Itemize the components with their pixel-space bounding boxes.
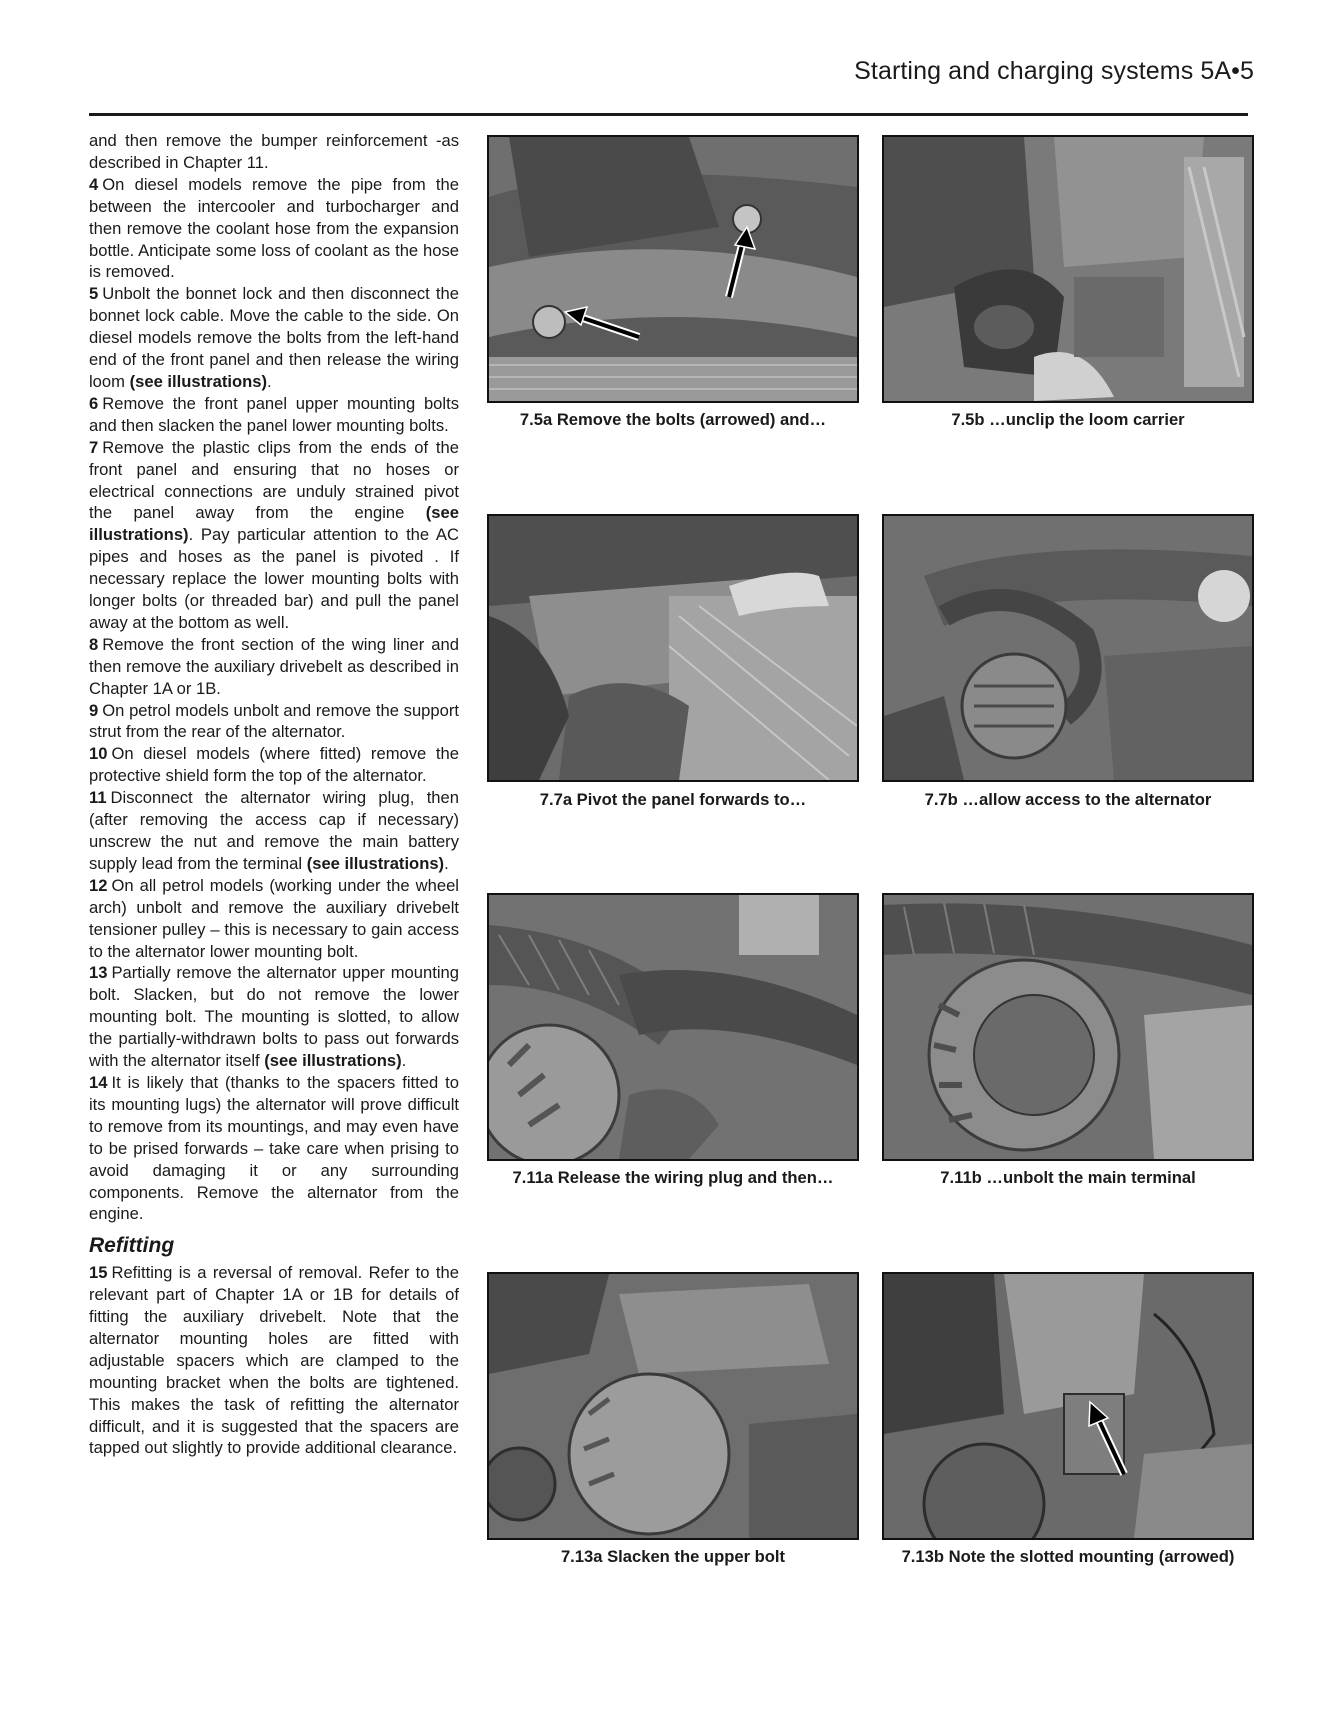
- illustration-reference: (see illustrations): [264, 1051, 402, 1071]
- illustration-reference: (see illustrations): [89, 503, 459, 545]
- step-number: 13: [89, 963, 108, 983]
- figure-caption-7-7b: 7.7b …allow access to the alternator: [924, 790, 1212, 809]
- step-text: Remove the front section of the wing liner and then remove the auxiliary drivebelt as described in Chapter 1A or 1B.: [89, 634, 459, 698]
- figure-caption-7-5b: 7.5b …unclip the loom carrier: [951, 410, 1185, 429]
- step-number: 14: [89, 1072, 108, 1092]
- paragraph-intro: and then remove the bumper reinforcement -as described in Chapter 11.: [89, 131, 459, 172]
- paragraph-14: [89, 1072, 459, 1225]
- step-text: Refitting is a reversal of removal. Refer to the relevant part of Chapter 1A or 1B for details of fitting the auxiliary drivebelt. Note that the alternator mounting holes are fitted with adjustable spacers which are clamped to the mounting bracket when the bolts are tightened. This makes the task of refitting the alternator difficult, and it is suggested that the spacers are tapped out slightly to provide additional clearance.: [89, 1263, 459, 1458]
- paragraph-5: 5 Unbolt the bonnet lock and then disconnect the bonnet lock cable. Move the cable to the side. On diesel models remove the bolts from the left-hand end of the front panel and then release the wiring loom (see illustrations).: [89, 284, 459, 391]
- step-text: . Pay particular attention to the AC pipes and hoses as the panel is pivoted . If necessary replace the lower mounting bolts with longer bolts (or threaded bar) and pull the panel away at the bottom as well.: [89, 525, 459, 632]
- header-rule: [89, 113, 1248, 116]
- photo-7-7b: [882, 514, 1254, 782]
- step-text: On diesel models remove the pipe from the between the intercooler and turbocharger and then remove the coolant hose from the expansion bottle. Anticipate some loss of coolant as the hose is removed.: [89, 174, 459, 282]
- paragraph-11: 11 Disconnect the alternator wiring plug, then (after removing the access cap if necessary) unscrew the nut and remove the main battery supply lead from the terminal (see illustrations).: [89, 788, 459, 873]
- photo-7-11b: [882, 893, 1254, 1161]
- step-number: 8: [89, 634, 99, 654]
- paragraph-4: [89, 174, 459, 284]
- photo-7-11a: [487, 893, 859, 1161]
- figure-caption-7-13b: 7.13b Note the slotted mounting (arrowed): [901, 1547, 1235, 1566]
- step-text: Unbolt the bonnet lock and then disconnect the bonnet lock cable. Move the cable to the side. On diesel models remove the bolts from the left-hand end of the front panel and then release the wiring loom: [89, 284, 459, 391]
- paragraph-13: 13 Partially remove the alternator upper mounting bolt. Slacken, but do not remove the lower mounting bolt. The mounting is slotted, to allow the partially-withdrawn bolts to pass out forwards with the alternator itself (see illustrations).: [89, 963, 459, 1071]
- figure-caption-7-7a: 7.7a Pivot the panel forwards to…: [539, 790, 807, 809]
- step-text: Partially remove the alternator upper mounting bolt. Slacken, but do not remove the lower mounting bolt. The mounting is slotted, to allow the partially-withdrawn bolts to pass out forwards with the alternator itself: [89, 963, 459, 1071]
- figure-caption-7-13a: 7.13a Slacken the upper bolt: [560, 1547, 786, 1566]
- photo-7-13a: [487, 1272, 859, 1540]
- figure-caption-7-11a: 7.11a Release the wiring plug and then…: [512, 1168, 834, 1187]
- body-text-column: [89, 130, 459, 1459]
- step-number: 12: [89, 875, 108, 895]
- figure-caption-7-11b: 7.11b …unbolt the main terminal: [940, 1168, 1196, 1187]
- step-text: On diesel models (where fitted) remove the protective shield form the top of the alternator.: [89, 744, 459, 786]
- paragraph-9: [89, 700, 459, 744]
- photo-7-5a: [487, 135, 859, 403]
- step-text: It is likely that (thanks to the spacers fitted to its mounting lugs) the alternator will prove difficult to remove from its mountings, and may even have to be prised forwards – take care when prising to avoid damaging it or any surrounding components. Remove the alternator from the engine.: [89, 1072, 459, 1224]
- step-number: 4: [89, 174, 99, 194]
- paragraph-6: [89, 393, 459, 437]
- step-number: 9: [89, 700, 99, 720]
- section-heading-refitting: Refitting: [89, 1234, 175, 1258]
- step-text: On all petrol models (working under the wheel arch) unbolt and remove the auxiliary drivebelt tensioner pulley – this is necessary to gain access to the alternator lower mounting bolt.: [89, 875, 459, 961]
- paragraph-8: [89, 634, 459, 700]
- step-number: 7: [89, 437, 99, 457]
- photo-7-7a: [487, 514, 859, 782]
- paragraph-10: [89, 743, 459, 787]
- figure-caption-7-5a: 7.5a Remove the bolts (arrowed) and…: [519, 410, 827, 429]
- photo-7-5b: [882, 135, 1254, 403]
- paragraph-15: [89, 1262, 459, 1459]
- photo-7-13b: [882, 1272, 1254, 1540]
- illustration-reference: (see illustrations): [129, 371, 267, 391]
- step-text: Disconnect the alternator wiring plug, then (after removing the access cap if necessary) unscrew the nut and remove the main battery supply lead from the terminal: [89, 788, 459, 873]
- step-number: 10: [89, 744, 108, 764]
- paragraph-12: [89, 875, 459, 963]
- paragraph-7: [89, 437, 459, 634]
- step-number: 6: [89, 393, 99, 413]
- step-number: 5: [89, 284, 99, 304]
- step-text: Remove the plastic clips from the ends of the front panel and ensuring that no hoses or electrical connections are unduly strained pivot the panel away from the engine: [89, 437, 459, 523]
- step-number: 15: [89, 1263, 108, 1283]
- step-number: 11: [89, 788, 107, 808]
- page-header-title: Starting and charging systems 5A•5: [854, 57, 1254, 85]
- step-text: Remove the front panel upper mounting bolts and then slacken the panel lower mounting bolts.: [89, 393, 459, 435]
- step-text: On petrol models unbolt and remove the support strut from the rear of the alternator.: [89, 700, 459, 742]
- illustration-reference: (see illustrations): [306, 853, 445, 873]
